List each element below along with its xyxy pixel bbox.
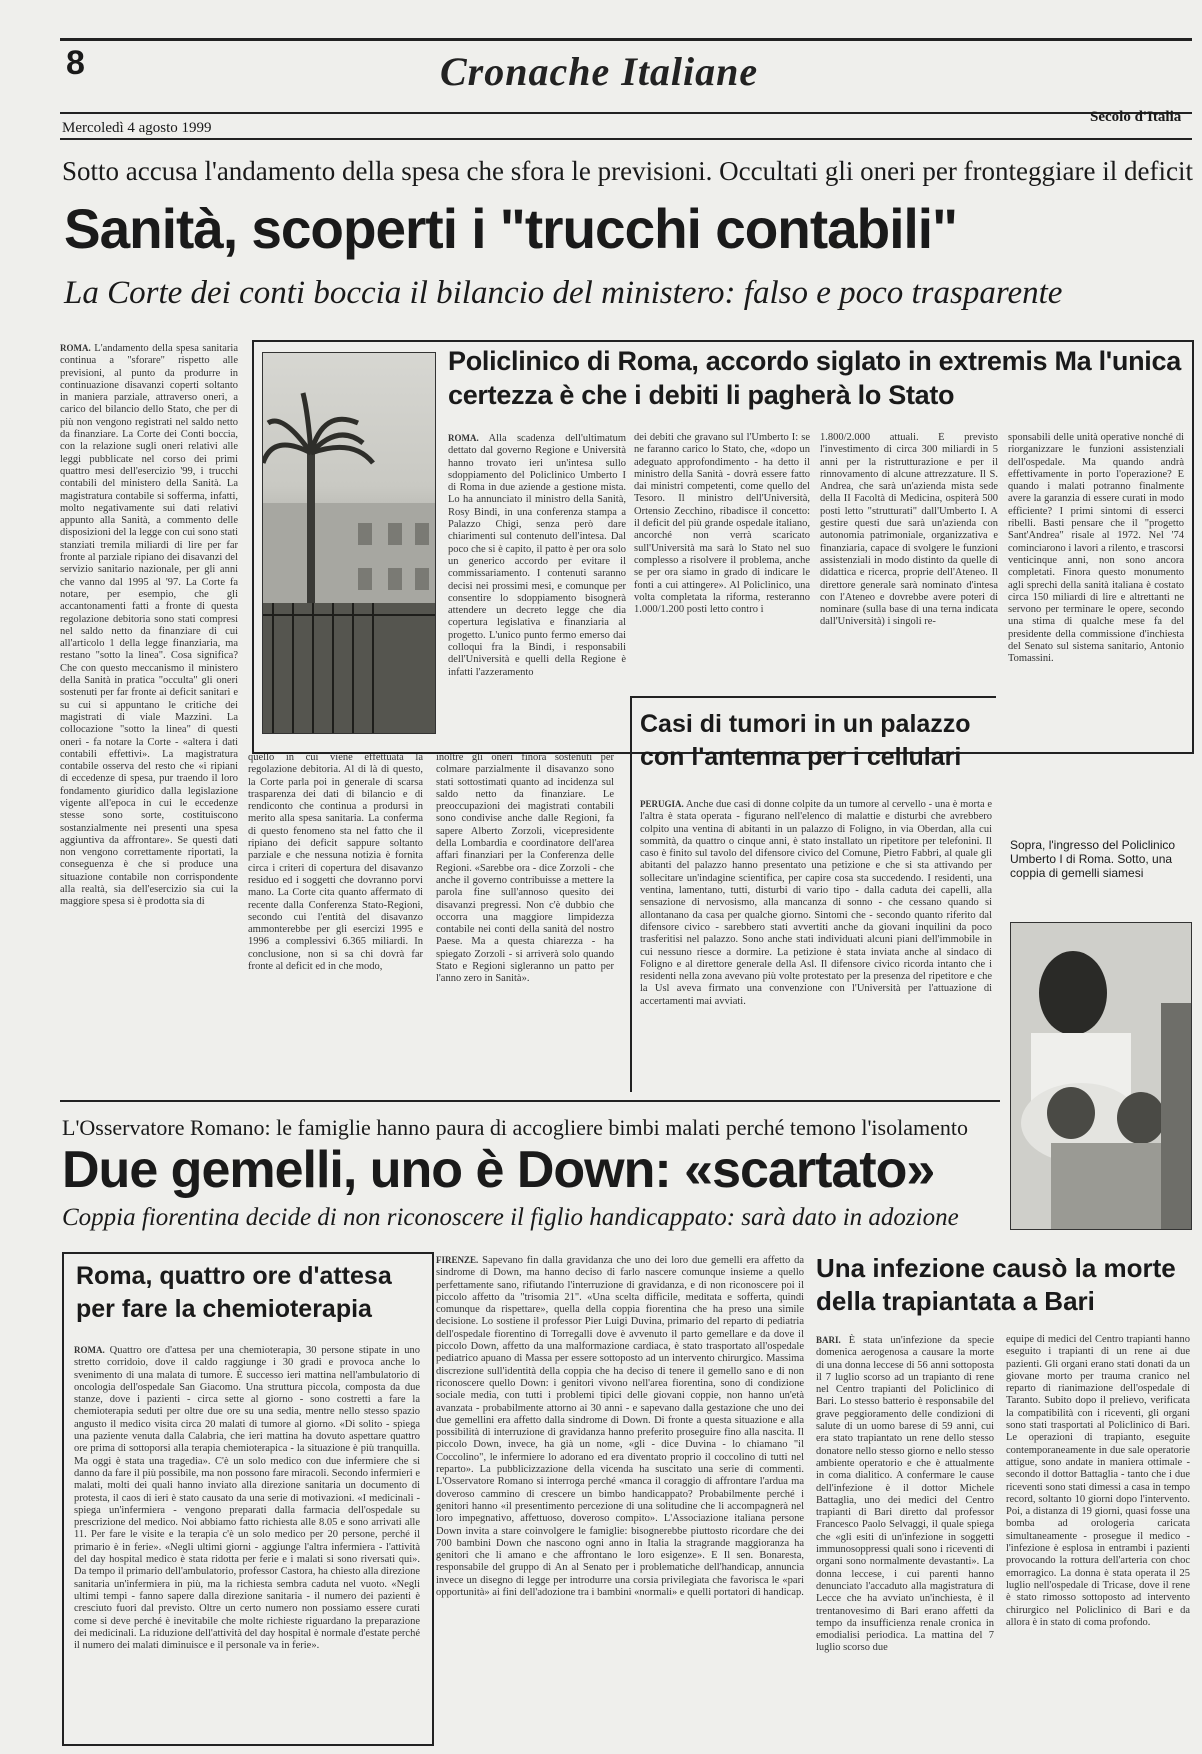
gemelli-body: Sapevano fin dalla gravidanza che uno dei loro due gemelli era affetto da sindrome di Down, ma hanno deciso di farlo nascere comunque insieme a quello perfettamente sano, rifiutando l'interruzione di gravidanza, e di non riconoscere poi il piccolo affetto da "trisomia 21". «Una scelta difficile, meditata e sofferta, quindi comunque da rispettare», quella della coppia fiorentina che ha preso una simile decisione. Lo sostiene il professor Pier Luigi Duvina, primario del reparto di pediatria dell'ospedale fiorentino di Torregalli dove è avvenuto il parto gemellare e da dove il piccolo Down, affetto da una malformazione cardiaca, è stato trasportato all'ospedale pediatrico apuano di Massa per essere sottoposto ad un intervento chirurgico. Massima discrezione sull'identità della coppia che ha deciso di tenere il gemello sano e di non riconoscere quello Down: i genitori vivono nell'area fiorentina, sono di condizione sociale media, con tutti i problemi tipici delle giovani coppie, non hanno un'età avanzata - probabilmente attorno ai 30 anni - e sapevano dalla gestazione che uno dei due gemellini era affetto dalla sindrome di Down. Di fronte a questa situazione e alla possibilità di interruzione di gravidanza hanno preferito proseguire fino alla nascita. Il piccolo Down, invece, ha già un nome, «gli - dice Duvina - lo chiamano "il Coccolino", le infermiere lo adorano ed era diventato proprio il coccolino di tutti nel reparto». La pubblicizzazione della vicenda ha suscitato una serie di commenti. L'Osservatore Romano si interroga perché «manca il coraggio di affrontare l'ardua ma doveroso cammino di crescere un bimbo handicappato? Probabilmente perché i genitori hanno «il presentimento percezione di una solitudine che li accompagnerà nel loro impegnativo, affettuoso, doveroso compito». L'Associazione italiana persone Down invita a stare coinvolgere le famiglie: bisognerebbe piuttosto ricordare che dei 700 bambini Down che nascono ogni anno in Italia la stragrande maggioranza ha genitori che li amano e che affrontano le loro esigenze». E Il sen. Bonaresta, responsabile del gruppo di An al Senato per i problematiche dell'handicap, annuncia invece un disegno di legge per introdurre una corsia privilegiata che favorisca le «pari opportunità» ai fini dell'adozione tra i bambini «normali» e quelli portatori di handicap. — [436, 1255, 804, 1599]
lead-dateline: ROMA. — [60, 343, 91, 353]
chemio-text — [74, 1344, 420, 1738]
section-title-text: Cronache Italiane — [440, 49, 759, 94]
tumori-dateline: PERUGIA. — [640, 799, 684, 809]
lead-col3-text: inoltre gli oneri finora sostenuti per colmare parzialmente il disavanzo sono stati sottostimati quanto ad incidenza sul saldo netto da finanziare. Le preoccupazioni dei magistrati contabili sono condivise anche dalle Regioni, fa sapere Alberto Zorzoli, vicepresidente della Lombardia e coordinatore dell'area affari finanziari per la Conferenza delle Regioni. «Sarebbe ora - dice Zorzoli - che anche il governo contribuisse a mettere la parola fine sull'annoso quesito dei disavanzi pregressi. Non c'è dubbio che occorra una maggiore limpidezza contabile nei conti della sanità del nostro Paese. Ma a questa chiarezza - ha spiegato Zorzoli - si arriverà solo quando Stato e Regioni sigleranno un patto per l'anno zero in Sanità». — [436, 752, 614, 985]
section-rule — [60, 1100, 1000, 1102]
policlinico-col1-text: Alla scadenza dell'ultimatum dettato dal governo Regione e Università hanno trovato ieri un'intesa sullo sdoppiamento del Policlinico Umberto I di Roma in due aziende a gestione mista. Lo ha annunciato il ministro della Sanità, Rosy Bindi, in una conferenza stampa a Palazzo Chigi, senza però dare chiarimenti sul contenuto dell'intesa. Dal poco che si è capito, il patto è per ora solo un generico accordo per evitare il commissariamento. I contenuti saranno decisi nei prossimi mesi, e comunque per consentire lo sdoppiamento bisognerà attendere un decreto legge che dia copertura legislativa e finanziaria al progetto. L'unico punto fermo emerso dai colloqui fra la Bindi, i responsabili dell'Università e quelli della Regione è infatti l'azzeramento — [448, 433, 626, 678]
gemelli-kicker: L'Osservatore Romano: le famiglie hanno paura di accogliere bimbi malati perché temono l'isolamento — [62, 1115, 968, 1140]
policlinico-column-3 — [820, 432, 998, 690]
twins-image — [1011, 923, 1191, 1229]
tumori-text — [640, 798, 992, 1086]
lead-kicker: Sotto accusa l'andamento della spesa che sfora le previsioni. Occultati gli oneri per fronteggiare il deficit — [62, 156, 1193, 186]
bari-column-1 — [816, 1334, 994, 1746]
gemelli-text — [436, 1254, 804, 1746]
policlinico-photo — [262, 352, 436, 734]
chemio-dateline: ROMA. — [74, 1345, 105, 1355]
chemio-headline: Roma, quattro ore d'attesa per fare la chemioterapia — [76, 1262, 392, 1323]
policlinico-headline: Policlinico di Roma, accordo siglato in extremis Ma l'unica certezza è che i debiti li pagherà lo Stato — [448, 346, 1181, 410]
lead-subheadline: La Corte dei conti boccia il bilancio del ministero: falso e poco trasparente — [64, 275, 1063, 311]
twins-photo — [1010, 922, 1192, 1230]
gemelli-dateline: FIRENZE. — [436, 1255, 479, 1265]
page-number: 8 — [66, 44, 85, 82]
policlinico-column-1 — [448, 432, 626, 744]
tumori-body: Anche due casi di donne colpite da un tumore al cervello - una è morta e l'altra è stata operata - figurano nell'elenco di malattie e disturbi che avrebbero colpito una ventina di abitanti in un palazzo di Foligno, in via Oberdan, alla cui sommità, da quattro o cinque anni, è stato installato un ripetitore per telefonini. Il caso è finito sul tavolo del difensore civico del Comune, Pietro Fabbri, al quale gli abitanti del palazzo hanno presentato una petizione e che si sta attivando per sollecitare un'indagine scientifica, per capire cosa sta succedendo. I residenti, una ventina, lamentano, tutti, disturbi di vario tipo - dalla caduta dei capelli, alla sensazione di nervosismo, alla mancanza di sonno - che cessano quando si allontanano da casa per qualche giorno. Sintomi che - secondo quanto riferito dal difensore civico - sarebbero stati avvertiti anche da giovani inquilini da poco trasferitisi nel palazzo. Sono anche stati individuati alcuni piani dell'immobile in cui nessuno riesce a dormire. La petizione è stata inviata anche al sindaco di Foligno e al direttore generale della Asl. Il difensore civico ricorda intanto che i residenti nella zona avevano più volte protestato per la presenza del ripetitore e che la Usl aveva firmato una convenzione con l'Università per l'attuazione di accertamenti mai avviati. — [640, 799, 992, 1007]
policlinico-dateline: ROMA. — [448, 433, 479, 443]
lead-column-3 — [436, 752, 614, 1090]
bari-col2-text: equipe di medici del Centro trapianti hanno eseguito i trapianti di un rene ai due pazienti. Gli organi erano stati donati da un giovane morto per trauma cranico nel reparto di rianimazione dell'ospedale di Taranto. Subito dopo il prelievo, verificata la compatibilità con i riceventi, gli organi sono stati trasportati al Policlinico di Bari. Le operazioni di trapianto, eseguite contemporaneamente in due sale operatorie attigue, sono andate in maniera ottimale - secondo il dottor Battaglia - tanto che i due riceventi sono stati dimessi a casa in tempo record, soltanto 10 giorni dopo l'intervento. Poi, a distanza di 19 giorni, quasi fosse una bomba ad orologeria caricata simultaneamente - prosegue il medico - l'infezione è esplosa in entrambi i pazienti provocando la rottura dell'arteria con choc emorragico. La donna è stata operata il 25 luglio nell'ospedale di Tricase, dove il rene è stato rimosso sottoposto ad intervento chirurgico nel Policlinico di Bari e da allora è in stato di coma profondo. — [1006, 1334, 1190, 1628]
palm-tree-building-image — [263, 353, 435, 733]
policlinico-column-4 — [1008, 432, 1184, 744]
top-rule — [60, 38, 1192, 41]
chemio-body: Quattro ore d'attesa per una chemioterapia, 30 persone stipate in uno stretto corridoio, dove il caldo raggiunge i 30 gradi e provoca anche lo svenimento di una malata di tumore. È successo ieri mattina nell'ambulatorio di oncologia dell'ospedale San Giacomo. Una struttura piccola, composta da due stanze, dove i pazienti - circa sette al giorno - sono costretti a fare la chemioterapia seduti per oltre due ore su una sedia, mentre nello stesso spazio angusto il medico visita circa 20 malati di tumore al giorno. «Di solito - spiega una paziente venuta dalla Calabria, che ieri mattina ha dovuto aspettare quattro ore prima di sottoporsi alla terapia chemioterapica - la situazione è più tranquilla. Ma oggi è stata una tragedia». C'è un solo medico con due infermiere che si danno da fare il più possibile, ma non possono fare miracoli. Secondo infermieri e malati, molti dei quali hanno inviato alla direzione sanitaria un documento di protesta, il caos di ieri è stato causato da una serie di motivazioni. «I medicinali - spiega un'infermiera - vengono preparati dalla farmacia dell'ospedale su prescrizione del medico. Noi abbiamo fatto richiesta alle 8.05 e sono arrivati alle 11. Per fare le visite e la terapia c'è un solo medico per 20 persone, perché il primario è in ferie». «Negli ultimi giorni - aggiunge l'altra infermiera - l'attività del day hospital medico è stata ridotta per ferie e i malati si sono riversati qui». Da tempo il primario dell'ambulatorio, professor Castora, ha chiesto alla direzione sanitaria un'infermiera in più, ma la richiesta sembra caduta nel vuoto. «Negli ultimi tempi - fanno sapere dalla direzione sanitaria - il numero dei pazienti è cresciuto fuori dal previsto. Oltre un certo numero non possiamo essere curati come si deve perché è inevitabile che molte richieste riguardano la preparazione dei medicinali. La riduzione dell'attività del day hospital è normale d'estate perché il numero dei malati diminuisce e il personale va in ferie». — [74, 1345, 420, 1652]
section-title — [440, 48, 758, 95]
bari-headline: Una infezione causò la morte della trapiantata a Bari — [816, 1253, 1176, 1316]
lead-col2-text: quello in cui viene effettuata la regolazione debitoria. Al di là di questo, la Corte parla poi in generale di scarsa trasparenza dei dati di bilancio e di rendiconto che continua a prodursi in merito alla spesa sanitaria. La conferma di questo fenomeno sta nel fatto che il ripiano dei deficit sappure soltanto parziale e che nessuna notizia è fornita circa i criteri di copertura del disavanzo residuo ed i soggetti che dovranno porvi mano. La Corte cita quanto affermato di recente dalla Conferenza Stato-Regioni, secondo cui l'entità del disavanzo ammonterebbe per gli esercizi 1995 e 1996 a complessivi 6.365 miliardi. In conclusione, non si sa chi dovrà far fronte al deficit ed in che modo, — [248, 752, 423, 973]
lead-column-1 — [60, 342, 238, 1090]
photo-caption: Sopra, l'ingresso del Policlinico Umberto I di Roma. Sotto, una coppia di gemelli siamesi — [1010, 838, 1176, 880]
gemelli-subheadline: Coppia fiorentina decide di non riconoscere il figlio handicappato: sarà dato in adozione — [62, 1204, 959, 1231]
lead-headline: Sanità, scoperti i "trucchi contabili" — [64, 197, 958, 260]
policlinico-column-2 — [634, 432, 810, 690]
policlinico-col4-text: sponsabili delle unità operative nonché di riorganizzare le funzioni assistenziali dell'ospedale. Ma quando andrà effettivamente in porto l'operazione? E quando i malati potranno finalmente avere la garanzia di essere curati in modo efficiente? I primi sintomi di esserci ribelli. Basti pensare che il "progetto Sant'Andrea" risale al 1972. Nel '74 cominciarono i lavori a rilento, e trascorsi venticinque anni, non sono ancora completati. Finora questo monumento agli sprechi della sanità italiana è costato circa 150 miliardi di lire e altrettanti ne servono per terminare le opere, secondo una stima di qualche mese fa del presidente della commissione d'inchiesta del Senato sul sistema sanitario, Antonio Tomassini. — [1008, 432, 1184, 665]
bari-col1-text: È stata un'infezione da specie domenica aerogenosa a causare la morte di una donna leccese di 56 anni sottoposta il 7 luglio scorso ad un trapianto di rene nel Centro trapianti del Policlinico di Bari. Lo stesso batterio è responsabile del grave peggioramento delle condizioni di salute di un uomo barese di 59 anni, cui era stato trapiantato un rene dello stesso donatore nello stesso giorno e nello stesso ambiente operatorio e che è attualmente in coma dialitico. A confermare le cause dell'infezione è il dottor Michele Battaglia, uno dei medici del Centro trapianti di Bari diretto dal professor Francesco Paolo Selvaggi, il quale spiega che «gli esiti di un'infezione in soggetti immunosoppressi quali sono i riceventi di organi sono normalmente devastanti». La donna leccese, i cui parenti hanno denunciato l'accaduto alla magistratura di Lecce che ha avviato un'inchiesta, è il trentanovesimo di Bari erano affetti da tempo da insufficienza renale cronica in emodialisi periodica. La mattina del 7 luglio scorso due — [816, 1335, 994, 1654]
newspaper-name: Secolo d'Italia — [1090, 109, 1182, 125]
masthead-rule — [60, 112, 1192, 114]
date-rule — [60, 138, 1192, 140]
issue-date: Mercoledì 4 agosto 1999 — [62, 120, 212, 136]
tumori-headline: Casi di tumori in un palazzo con l'antenna per i cellulari — [640, 710, 971, 771]
policlinico-col2-text: dei debiti che gravano sul l'Umberto I: se ne faranno carico lo Stato, che, «dopo un adeguato approfondimento - ha detto il ministro della Sanità - dovrà essere fatto dai ministri competenti, come quello del Tesoro. Il ministro dell'Università, Ortensio Zecchino, ribadisce il concetto: il deficit del più grande ospedale italiano, ancorché non verrà scaricato sull'Università ma sarà lo Stato nel suo complesso a risolvere il problema, anche se per ora siamo in grado di indicare le fonti a cui attingere». Al Policlinico, una volta completata la riforma, resteranno 1.000/1.200 posti letto contro i — [634, 432, 810, 616]
policlinico-col3-text: 1.800/2.000 attuali. È previsto l'investimento di circa 300 miliardi in 5 anni per la ristrutturazione e per il rinnovamento di alcune attrezzature. Il S. Andrea, che sarà un'azienda mista sede della II Facoltà di Medicina, ospiterà 500 posti letto "strutturati" dall'Umberto I. A gestire questi due sarà un'azienda con autonomia patrimoniale, organizzativa e finanziaria, capace di svolgere le funzioni assistenziali in modo distinto da quelle di didattica e ricerca, proprie dell'Ateneo. Il direttore generale sarà nominato d'intesa con l'Ateneo e dovrebbe avere poteri di nominare (sulla base di una terna indicata dall'Università) i singoli re- — [820, 432, 998, 628]
lead-col1-text: L'andamento della spesa sanitaria continua a "sforare" rispetto alle previsioni, al punto da produrre in continuazione disavanzi coperti soltanto in maniera parziale, attraverso oneri, a carico del bilancio dello Stato, che per di più non vengono registrati nel saldo netto da finanziare. La Corte dei Conti boccia, con la relazione sugli oneri relativi alle leggi pubblicate nel corso dei primi quattro mesi dell'esercizio '99, i trucchi contabili del ministero della Sanità. La magistratura contabile si sofferma, infatti, molto negativamente sui dati relativi appunto alla Sanità, a commento delle disposizioni del la legge con cui sono stati stanziati tremila miliardi di lire per far fronte al parziale ripiano dei disavanzi del servizio sanitario nazionale, per gli anni che vanno dal 1995 al '97. La Corte fa notare, per esempio, che gli accantonamenti fatti a fronte di questa regolazione debitoria sono stati compresi nel saldo netto da finanziare di cui all'articolo 1 della legge finanziaria, ma restano "sotto la linea". Cosa significa? Che con questo meccanismo il ministero della Sanità in pratica "occulta" gli oneri sostenuti per far fronte ai deficit sanitari e su cui si appuntano le critiche dei magistrati di viale Mazzini. La collocazione "sotto la linea" di questi oneri - fa notare la Corte - «altera i dati contabili effettivi». La magistratura contabile osserva del resto che «i ripiani di eccedenze di spesa, pur traendo il loro fondamento giuridico dalla legislazione vigente all'epoca in cui le eccedenze stesse sono sorte, costituiscono sostanzialmente nei presenti una spesa aggiuntiva da affrontare». Se questi dati non vengono correttamente riportati, la conseguenza è che si produce una situazione contabile non corrispondente alla realtà, sia dell'esercizio sia cui la maggiore spesa si è prodotta sia di — [60, 343, 238, 908]
bari-column-2 — [1006, 1334, 1190, 1746]
gemelli-headline: Due gemelli, uno è Down: «scartato» — [62, 1141, 935, 1199]
lead-column-2 — [248, 752, 423, 1090]
bari-dateline: BARI. — [816, 1335, 841, 1345]
